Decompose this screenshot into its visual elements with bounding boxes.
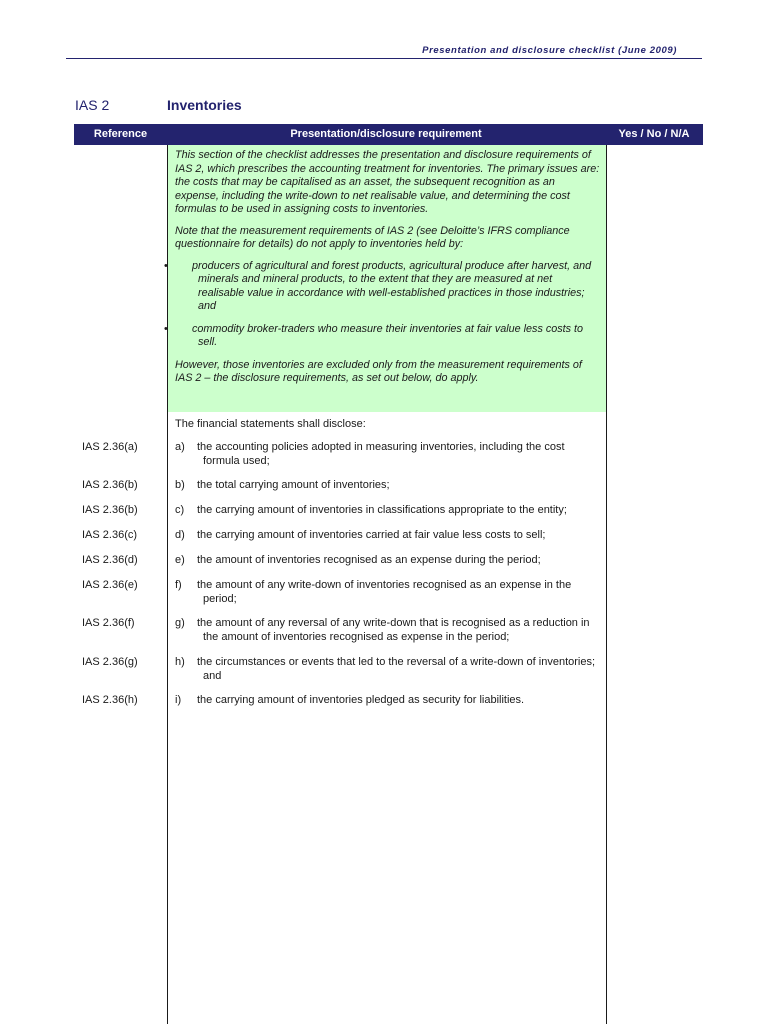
intro-paragraph: This section of the checklist addresses the presentation and disclosure requirements of IAS 2, which prescribes the accounting treatment for inventories. The primary issues are: the costs that may be capitalised as an asset, the subsequent recognition as an expense, including the write-down to net realisable value, and determining the cost formulas to be used in assigning costs to inventories. [175, 149, 600, 215]
intro-note-box [164, 145, 606, 412]
bullet-icon: • [164, 259, 168, 272]
checklist-title: Presentation and disclosure checklist (June 2009) [419, 45, 680, 56]
intro-closing-paragraph: However, those inventories are excluded only from the measurement requirements of IAS 2 – the disclosure requirements, as set out below, do apply. [175, 358, 582, 384]
requirement-reference: IAS 2.36(g) [82, 656, 138, 668]
requirement-letter: h) [175, 656, 185, 668]
requirement-text: the carrying amount of inventories in classifications appropriate to the entity; [197, 504, 567, 516]
requirement-text: the circumstances or events that led to the reversal of a write-down of inventories; and [197, 656, 596, 682]
intro-bullet-text: producers of agricultural and forest products, agricultural produce after harvest, and minerals and mineral products, to the extent that they are measured at net realisable value in accordance with well-established practices in those industries; and [192, 259, 592, 312]
requirement-letter: f) [175, 579, 182, 591]
intro-note-paragraph: Note that the measurement requirements of IAS 2 (see Deloitte’s IFRS compliance questionnaire for details) do not apply to inventories held by: [175, 224, 570, 250]
requirement-text: the amount of any write-down of inventories recognised as an expense in the period; [197, 579, 572, 605]
column-answer-header: Yes / No / N/A [618, 128, 690, 140]
requirement-letter: c) [175, 504, 185, 516]
requirement-letter: d) [175, 529, 185, 541]
requirement-reference: IAS 2.36(b) [82, 479, 138, 491]
section-title: Inventories [167, 97, 242, 113]
requirement-reference: IAS 2.36(e) [82, 579, 138, 591]
requirement-letter: a) [175, 441, 185, 453]
requirement-text: the total carrying amount of inventories; [197, 479, 390, 491]
requirement-letter: i) [175, 694, 182, 706]
column-requirement-header: Presentation/disclosure requirement [290, 128, 482, 140]
intro-bullet-text: commodity broker-traders who measure their inventories at fair value less costs to sell. [192, 322, 584, 348]
bullet-icon: • [164, 322, 168, 335]
header-rule [66, 58, 702, 59]
requirement-text: the carrying amount of inventories carried at fair value less costs to sell; [197, 529, 546, 541]
intro-bullet-list [164, 259, 600, 350]
requirement-text: the carrying amount of inventories pledged as security for liabilities. [197, 694, 525, 706]
requirement-letter: g) [175, 617, 185, 629]
requirement-reference: IAS 2.36(b) [82, 504, 138, 516]
requirement-reference: IAS 2.36(a) [82, 441, 138, 453]
section-code: IAS 2 [75, 97, 110, 113]
requirement-reference: IAS 2.36(c) [82, 529, 138, 541]
requirement-reference: IAS 2.36(h) [82, 694, 138, 706]
column-divider-right [606, 145, 607, 1024]
requirement-text: the accounting policies adopted in measuring inventories, including the cost formula used; [197, 441, 565, 467]
requirement-text: the amount of inventories recognised as an expense during the period; [197, 554, 541, 566]
column-reference-header: Reference [93, 128, 148, 140]
requirement-text: the amount of any reversal of any write-down that is recognised as a reduction in the amount of inventories recognised as expense in the period; [197, 617, 590, 643]
requirement-letter: e) [175, 554, 185, 566]
requirement-reference: IAS 2.36(d) [82, 554, 138, 566]
requirement-letter: b) [175, 479, 185, 491]
requirement-reference: IAS 2.36(f) [82, 617, 135, 629]
disclosure-lead-text: The financial statements shall disclose: [175, 418, 366, 430]
intro-bullet-item [164, 322, 600, 350]
table-header [74, 124, 703, 145]
intro-bullet-item [164, 259, 600, 314]
